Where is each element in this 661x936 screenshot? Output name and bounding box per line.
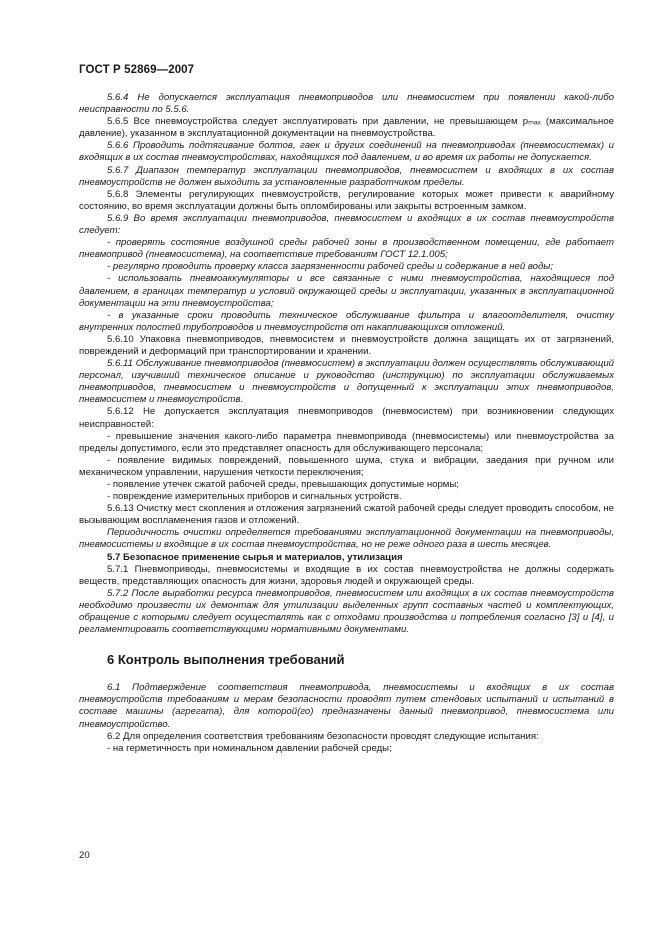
paragraph: - появление видимых повреждений, повышенного шума, стука и вибрации, заедания при ручном или механическом управлении, нарушения четкости переключения; [79, 454, 614, 478]
page-number: 20 [79, 850, 90, 861]
paragraph: 5.6.7 Диапазон температур эксплуатации пневмоприводов, пневмосистем и входящих в их состав пневмоустройств не должен выходить за установленные разработчиком пределы. [79, 164, 614, 188]
paragraph: 5.6.9 Во время эксплуатации пневмоприводов, пневмосистем и входящих в их состав пневмоустройств следует: [79, 212, 614, 237]
paragraph: 6.1 Подтверждение соответствия пневмопривода, пневмосистемы и входящих в их состав пневмоустройств требованиям и мерам безопасности проводят путем стендовых испытаний и испытаний в составе машины (агрегата), для которой(го) предназначены данный пневмопривод, пневмосистема или пневмоустройство. [79, 682, 614, 730]
paragraph: 5.6.8 Элементы регулирующих пневмоустройств, регулирование которых может привести к аварийному состоянию, во время эксплуатации должны быть опломбированы или закрыты встроенным замком. [79, 188, 614, 212]
paragraph: 5.7.2 После выработки ресурса пневмоприводов, пневмосистем или входящих в их состав пневмоустройств необходимо произвести их демонтаж для утилизации выделенных групп составных частей и комплектующих, обращение с которыми следует осуществлять как с отходами производства и потребления согласно [3] и [4], и регламентировать соответствующими нормативными документами. [79, 587, 614, 636]
paragraph: - на герметичность при номинальном давлении рабочей среды; [107, 742, 392, 754]
paragraph: - использовать пневмоаккумуляторы и все связанные с ними пневмоустройства, находящиеся под давлением, в границах температур и условий окружающей среды и эксплуатации, указанных в эксплуатационной документации на эти пневмоустройства; [79, 273, 614, 309]
paragraph: - в указанные сроки проводить техническое обслуживание фильтра и влагоотделителя, очистку внутренних полостей трубопроводов и пневмоустройств от накапливающихся отложений. [79, 309, 614, 333]
paragraph: - повреждение измерительных приборов и сигнальных устройств. [107, 491, 402, 503]
paragraph: 6.2 Для определения соответствия требованиям безопасности проводят следующие испытания: [107, 730, 539, 742]
paragraph: - проверять состояние воздушной среды рабочей зоны в производственном помещении, где работает пневмопривод (пневмосистема), на соответствие требованиям ГОСТ 12.1.005; [79, 237, 614, 261]
paragraph: - превышение значения какого-либо параметра пневмопривода (пневмосистемы) или пневмоустройства за пределы допустимого, если это представляет опасность для обслуживающего персонала; [79, 430, 614, 454]
paragraph: Периодичность очистки определяется требованиями эксплуатационной документации на пневмоприводы, пневмосистемы и входящие в их состав пневмоустройства, но не реже одного раза в шесть месяцев. [79, 527, 614, 551]
paragraph: - регулярно проводить проверку класса загрязненности рабочей среды и содержание в ней воды; [107, 261, 554, 273]
paragraph: 5.6.13 Очистку мест скопления и отложения загрязнений сжатой рабочей среды следует проводить способом, не вызывающим воспламенения газов и отложений. [79, 503, 614, 527]
subsection-heading: 5.7 Безопасное применение сырья и материалов, утилизация [107, 551, 403, 563]
paragraph: 5.7.1 Пневмоприводы, пневмосистемы и входящие в их состав пневмоустройства не должны содержать веществ, представляющих опасность для жизни, здоровья людей и окружающей среды. [79, 563, 614, 587]
paragraph: 5.6.4 Не допускается эксплуатация пневмоприводов или пневмосистем при появлении какой-либо неисправности по 5.5.6. [79, 92, 614, 116]
section-heading: 6 Контроль выполнения требований [107, 652, 345, 668]
paragraph: 5.6.10 Упаковка пневмоприводов, пневмосистем и пневмоустройств должна защищать их от загрязнений, повреждений и деформаций при транспортировании и хранении. [79, 333, 614, 357]
paragraph: - появление утечек сжатой рабочей среды, превышающих допустимые нормы; [107, 479, 459, 490]
document-header: ГОСТ Р 52869—2007 [79, 64, 195, 76]
paragraph: 5.6.11 Обслуживание пневмоприводов (пневмосистем) в эксплуатации должен осуществлять обслуживающий персонал, изучивший техническое описание и руководство (инструкцию) по эксплуатации обслуживаемых пневмоприводов, пневмосистем и пневмоустройств и допущенный к эксплуатации этих пневмоприводов, пневмосистем и пневмоустройств. [79, 358, 614, 406]
paragraph: 5.6.6 Проводить подтягивание болтов, гаек и других соединений на пневмоприводах (пневмосистемах) и входящих в их состав пневмоустройствах, находящихся под давлением, и во время их работы не допускается. [79, 140, 614, 164]
document-body [79, 92, 614, 755]
paragraph: 5.6.12 Не допускается эксплуатация пневмоприводов (пневмосистем) при возникновении следующих неисправностей: [79, 406, 614, 430]
paragraph: 5.6.5 Все пневмоустройства следует эксплуатировать при давлении, не превышающем pₘₐₓ (максимальное давление), указанном в эксплуатационной документации на пневмоустройства. [79, 116, 614, 140]
